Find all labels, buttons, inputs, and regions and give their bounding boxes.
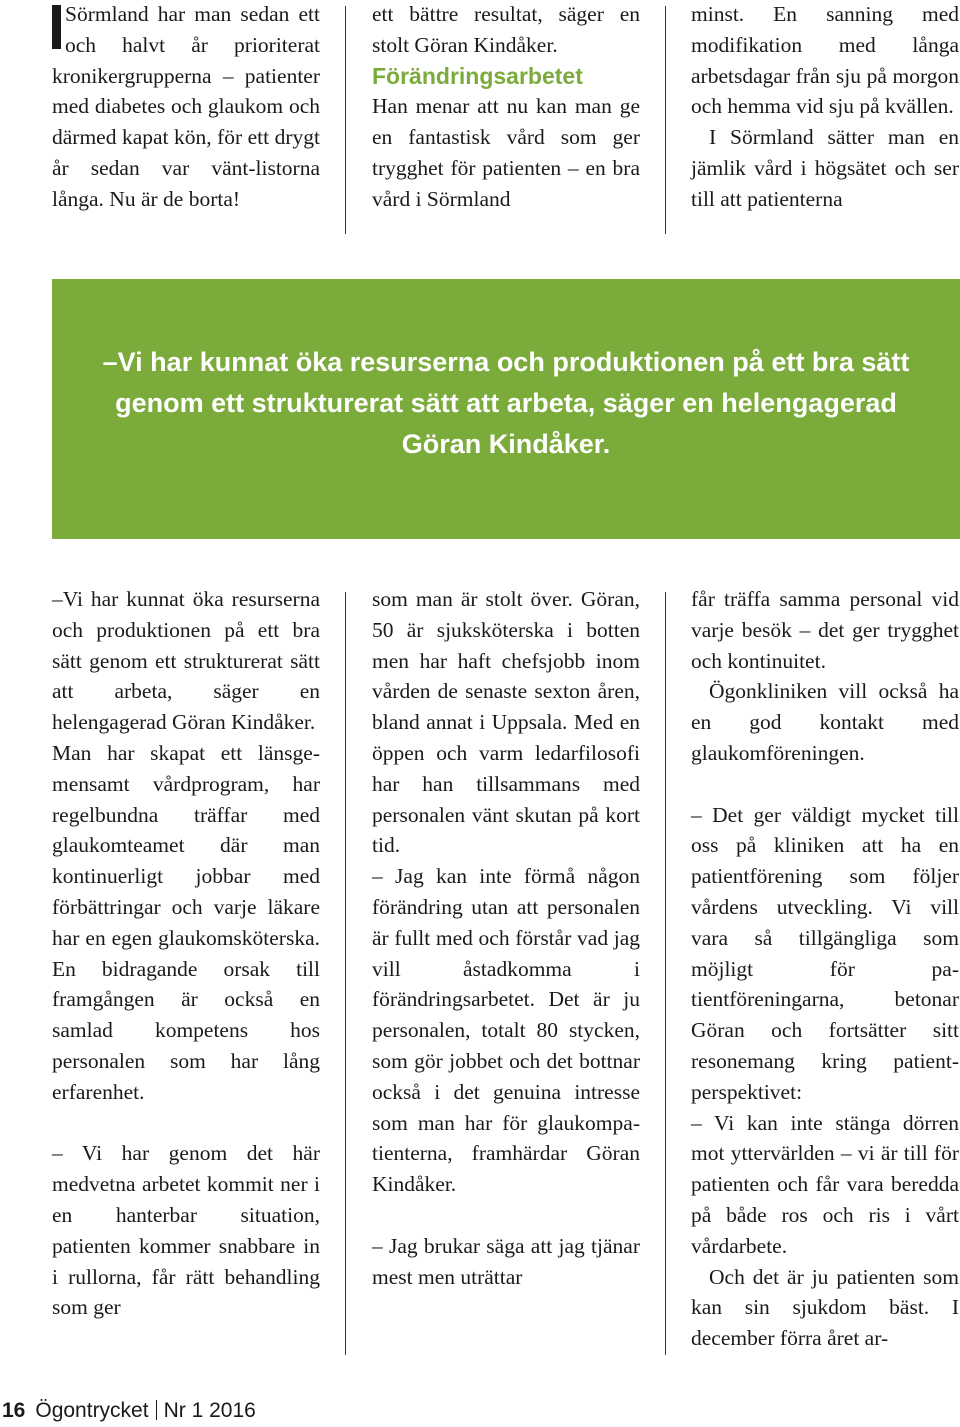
top-column-2-intro: ett bättre resultat, säger en stolt Göran Kindåker. — [372, 2, 640, 57]
bottom-column-2-paragraph: – Jag brukar säga att jag tjänar mest men uträttar — [372, 1233, 640, 1289]
footer-divider — [156, 1400, 157, 1420]
top-column-3-paragraph: minst. En sanning med modifikation med långa arbetsdagar från sju på morgon och hemma vid sju på kvällen. — [691, 2, 959, 119]
bottom-column-2 — [372, 584, 640, 1292]
column-rule — [665, 592, 666, 1355]
bottom-column-1-paragraph: –Vi har kunnat öka resurserna och produktionen på ett bra sätt genom ett strukturerat sätt att arbeta, säger en helengagerad Göran Kindåker. — [52, 587, 320, 735]
column-rule — [345, 6, 346, 234]
bottom-column-1-paragraph: – Vi har genom det här medvetna arbetet kommit ner i en hanterbar situation, patienten kommer snabbare in i rullorna, får rätt behandling som ger — [52, 1141, 320, 1320]
bottom-column-3-paragraph: får träffa samma personal vid varje besök – det ger trygghet och kontinuitet. — [691, 587, 959, 673]
column-rule — [665, 6, 666, 234]
publication-name: Ögontrycket — [35, 1399, 149, 1422]
issue-label: Nr 1 2016 — [163, 1399, 256, 1422]
pull-quote-box — [52, 279, 960, 539]
bottom-column-2-paragraph: – Jag kan inte förmå någon förändring utan att personalen är fullt med och förstår vad jag vill åstadkomma i förändringsarbetet. Det är ju personalen, totalt 80 stycken, som gör jobbet och det bottnar också i det genuina intresse som man har för glaukompatienterna, framhärdar Göran Kindåker. — [372, 864, 640, 1197]
top-column-2 — [372, 0, 640, 215]
drop-cap-mark — [52, 5, 61, 49]
top-column-1-text: Sörmland har man sedan ett och halvt år prioriterat kronikergrupperna – patienter med diabetes och glaukom och därmed kapat kön, för ett drygt år sedan var vänt-listorna långa. Nu är de borta! — [52, 2, 320, 211]
top-column-3-paragraph: I Sörmland sätter man en jämlik vård i högsätet och ser till att patienterna — [691, 125, 959, 211]
bottom-column-3-paragraph: – Det ger väldigt mycket till oss på kliniken att ha en patientförening som följer vårdens utveckling. Vi vill vara så tillgängliga som möjligt för patientföreningarna, betonar Göran och fortsätter sitt resonemang kring patientperspektivet: — [691, 802, 959, 1104]
page-number: 16 — [2, 1399, 26, 1422]
bottom-column-2-paragraph: som man är stolt över. Göran, 50 är sjuksköterska i botten men har haft chefsjobb inom vården de senaste sexton åren, bland annat i Uppsala. Med en öppen och varm ledarfilosofi har han tillsammans med personalen vänt skutan på kort tid. — [372, 587, 640, 858]
bottom-column-3-paragraph: Och det är ju patienten som kan sin sjukdom bäst. I december förra året ar- — [691, 1264, 959, 1351]
bottom-column-3 — [691, 584, 959, 1354]
subheading: Förändringsarbetet — [372, 62, 583, 89]
pull-quote-text: –Vi har kunnat öka resurserna och produktionen på ett bra sätt genom ett strukturerat sätt att arbeta, säger en helengagerad Göran Kindåker. — [102, 346, 910, 459]
page-footer — [2, 1396, 256, 1426]
bottom-column-1 — [52, 584, 320, 1323]
top-column-3 — [691, 0, 959, 215]
bottom-column-1-paragraph: Man har skapat ett länsgemensamt vårdprogram, har regelbundna träffar med glaukomteamet där man kontinuerligt jobbar med förbättringar och varje läkare har en egen glaukomsköterska. En bidragande orsak till framgången är också en samlad kompetens hos personalen som har lång erfarenhet. — [52, 740, 320, 1104]
top-column-2-body: Han menar att nu kan man ge en fantastisk vård som ger trygghet för patienten – en bra vård i Sörmland — [372, 94, 640, 211]
bottom-column-3-paragraph: Ögonkliniken vill också ha en god kontakt med glaukomföreningen. — [691, 679, 959, 765]
column-rule — [345, 592, 346, 1355]
top-column-1 — [52, 0, 320, 215]
bottom-column-3-paragraph: – Vi kan inte stänga dörren mot yttervärlden – vi är till för patienten och får vara beredda på både ros och ris i vårt vårdarbete. — [691, 1110, 959, 1258]
